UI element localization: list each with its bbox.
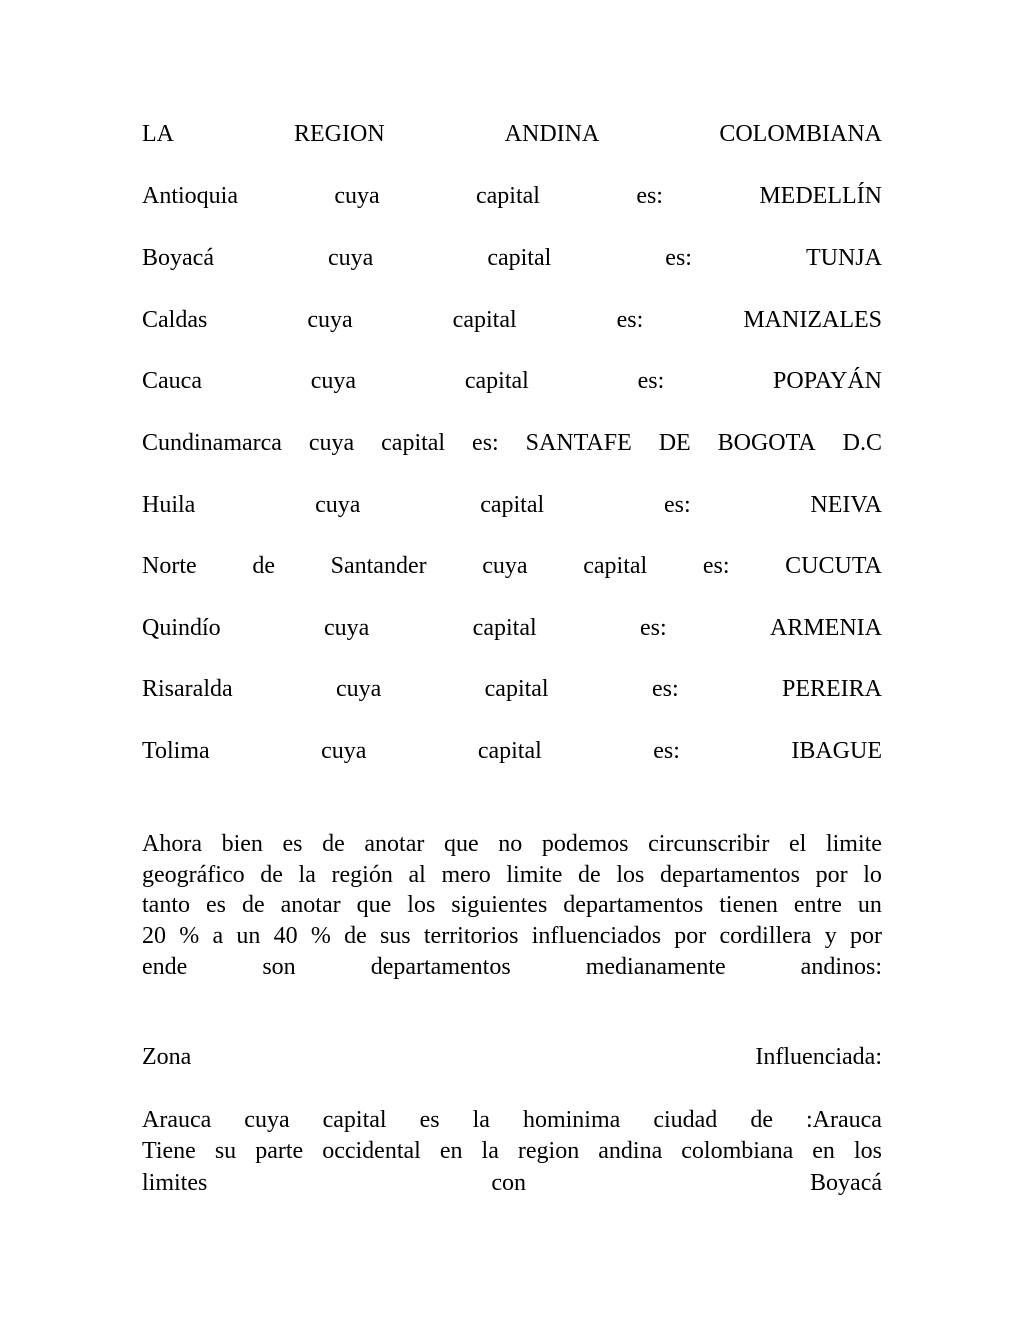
word: cuya [315, 492, 361, 518]
word: capital [487, 245, 552, 271]
word: es: [663, 492, 691, 518]
word: un [857, 892, 882, 918]
word: Quindío [142, 615, 221, 641]
word: de [344, 923, 367, 949]
department-line-cauca [142, 366, 882, 396]
word: LA [142, 121, 174, 147]
word: cuya [310, 368, 357, 394]
word: en [812, 1138, 835, 1164]
word: de [750, 1107, 773, 1133]
word: es [419, 1107, 440, 1133]
arauca-line-3 [142, 1168, 882, 1198]
word: de [578, 862, 601, 888]
word: MANIZALES [743, 307, 882, 333]
word: PEREIRA [781, 676, 882, 702]
word: departamentos [370, 954, 511, 980]
word: 20 [142, 923, 166, 949]
word: es: [639, 615, 667, 641]
department-line-boyaca [142, 243, 882, 273]
word: es: [472, 430, 499, 456]
word: limites [142, 1170, 208, 1196]
word: el [789, 831, 807, 857]
word: Norte [142, 553, 197, 579]
department-line-antioquia [142, 181, 882, 211]
word: tanto [142, 892, 190, 918]
word: podemos [541, 831, 629, 857]
word: % [310, 923, 331, 949]
word: capital [477, 738, 542, 764]
word: de [242, 892, 265, 918]
word: Tiene [142, 1138, 196, 1164]
word: IBAGUE [791, 738, 882, 764]
word: region [517, 1138, 580, 1164]
word: con [491, 1170, 527, 1196]
word: es: [702, 553, 730, 579]
word: Cundinamarca [142, 430, 282, 456]
word: de [252, 553, 275, 579]
word: capital [480, 492, 545, 518]
word: que [356, 892, 392, 918]
word: los [853, 1138, 882, 1164]
word: limite [825, 831, 882, 857]
word: por [849, 923, 882, 949]
arauca-line-2 [142, 1136, 882, 1166]
department-line-norte-de-santander [142, 551, 882, 581]
word: la [472, 1107, 490, 1133]
word: Influenciada: [755, 1044, 882, 1070]
word: Cauca [142, 368, 202, 394]
word: los [407, 892, 436, 918]
word: cuya [308, 430, 355, 456]
department-line-caldas [142, 305, 882, 335]
paragraph-line-1 [142, 829, 882, 859]
word: POPAYÁN [773, 368, 882, 394]
word: capital [476, 183, 540, 209]
word: departamentos [563, 892, 704, 918]
word: geográfico [142, 862, 245, 888]
document-title [142, 119, 882, 149]
word: Risaralda [142, 676, 233, 702]
paragraph-line-3 [142, 890, 882, 920]
word: que [443, 831, 479, 857]
word: parte [255, 1138, 304, 1164]
word: departamentos [659, 862, 800, 888]
word: capital [484, 676, 549, 702]
word: anotar [364, 831, 425, 857]
word: Santander [330, 553, 427, 579]
word: cuya [327, 245, 374, 271]
word: entre [793, 892, 842, 918]
word: ciudad [653, 1107, 718, 1133]
word: ARMENIA [770, 615, 882, 641]
word: a [212, 923, 224, 949]
word: influenciados [531, 923, 662, 949]
word: hominima [522, 1107, 621, 1133]
word: Ahora [142, 831, 202, 857]
word: no [498, 831, 523, 857]
word: :Arauca [805, 1107, 882, 1133]
word: capital [322, 1107, 387, 1133]
word: un [236, 923, 261, 949]
word: su [214, 1138, 237, 1164]
word: siguientes [451, 892, 548, 918]
word: Tolima [142, 738, 210, 764]
word: CUCUTA [785, 553, 882, 579]
department-line-quindio [142, 613, 882, 643]
word: es: [651, 676, 679, 702]
paragraph-line-5 [142, 952, 882, 982]
word: SANTAFE [525, 430, 632, 456]
word: territorios [423, 923, 519, 949]
word: ANDINA [504, 121, 600, 147]
word: en [439, 1138, 463, 1164]
word: andina [598, 1138, 663, 1164]
word: es: [636, 183, 663, 209]
word: medianamente [585, 954, 726, 980]
word: lo [863, 862, 882, 888]
document-page [142, 0, 882, 1326]
word: la [298, 862, 316, 888]
word: de [260, 862, 283, 888]
word: Antioquia [142, 183, 238, 209]
word: cuya [307, 307, 353, 333]
word: Huila [142, 492, 196, 518]
word: es: [653, 738, 680, 764]
word: limite [506, 862, 563, 888]
word: NEIVA [810, 492, 882, 518]
word: y [824, 923, 837, 949]
word: Zona [142, 1044, 192, 1070]
word: capital [583, 553, 648, 579]
zone-heading [142, 1042, 882, 1072]
word: bien [221, 831, 263, 857]
word: cordillera [719, 923, 812, 949]
word: colombiana [681, 1138, 794, 1164]
word: D.C [842, 430, 882, 456]
department-line-cundinamarca [142, 428, 882, 458]
word: anotar [280, 892, 341, 918]
word: 40 [273, 923, 298, 949]
word: es: [637, 368, 665, 394]
word: Arauca [142, 1107, 212, 1133]
word: BOGOTA [717, 430, 816, 456]
word: % [179, 923, 200, 949]
word: circunscribir [648, 831, 770, 857]
word: cuya [244, 1107, 290, 1133]
word: región [331, 862, 393, 888]
department-line-tolima [142, 736, 882, 766]
word: es [282, 831, 303, 857]
word: los [616, 862, 645, 888]
word: la [481, 1138, 499, 1164]
word: REGION [294, 121, 385, 147]
word: cuya [324, 615, 370, 641]
word: capital [464, 368, 529, 394]
word: es: [665, 245, 692, 271]
word: son [262, 954, 296, 980]
word: cuya [482, 553, 528, 579]
department-line-huila [142, 490, 882, 520]
word: Caldas [142, 307, 208, 333]
word: Boyacá [810, 1170, 882, 1196]
word: andinos: [800, 954, 882, 980]
word: MEDELLÍN [759, 183, 882, 209]
department-line-risaralda [142, 674, 882, 704]
word: occidental [322, 1138, 421, 1164]
word: mero [441, 862, 491, 888]
arauca-line-1 [142, 1105, 882, 1135]
word: es [206, 892, 226, 918]
word: tienen [719, 892, 778, 918]
paragraph-line-2 [142, 860, 882, 890]
word: Boyacá [142, 245, 214, 271]
word: por [815, 862, 848, 888]
word: por [674, 923, 707, 949]
word: es: [616, 307, 644, 333]
word: cuya [335, 676, 382, 702]
word: al [408, 862, 426, 888]
word: capital [472, 615, 537, 641]
paragraph-line-4 [142, 921, 882, 951]
word: ende [142, 954, 188, 980]
word: cuya [334, 183, 380, 209]
word: capital [452, 307, 517, 333]
word: TUNJA [805, 245, 882, 271]
word: cuya [321, 738, 367, 764]
word: COLOMBIANA [719, 121, 882, 147]
word: capital [381, 430, 446, 456]
word: de [322, 831, 345, 857]
word: sus [379, 923, 411, 949]
word: DE [658, 430, 691, 456]
